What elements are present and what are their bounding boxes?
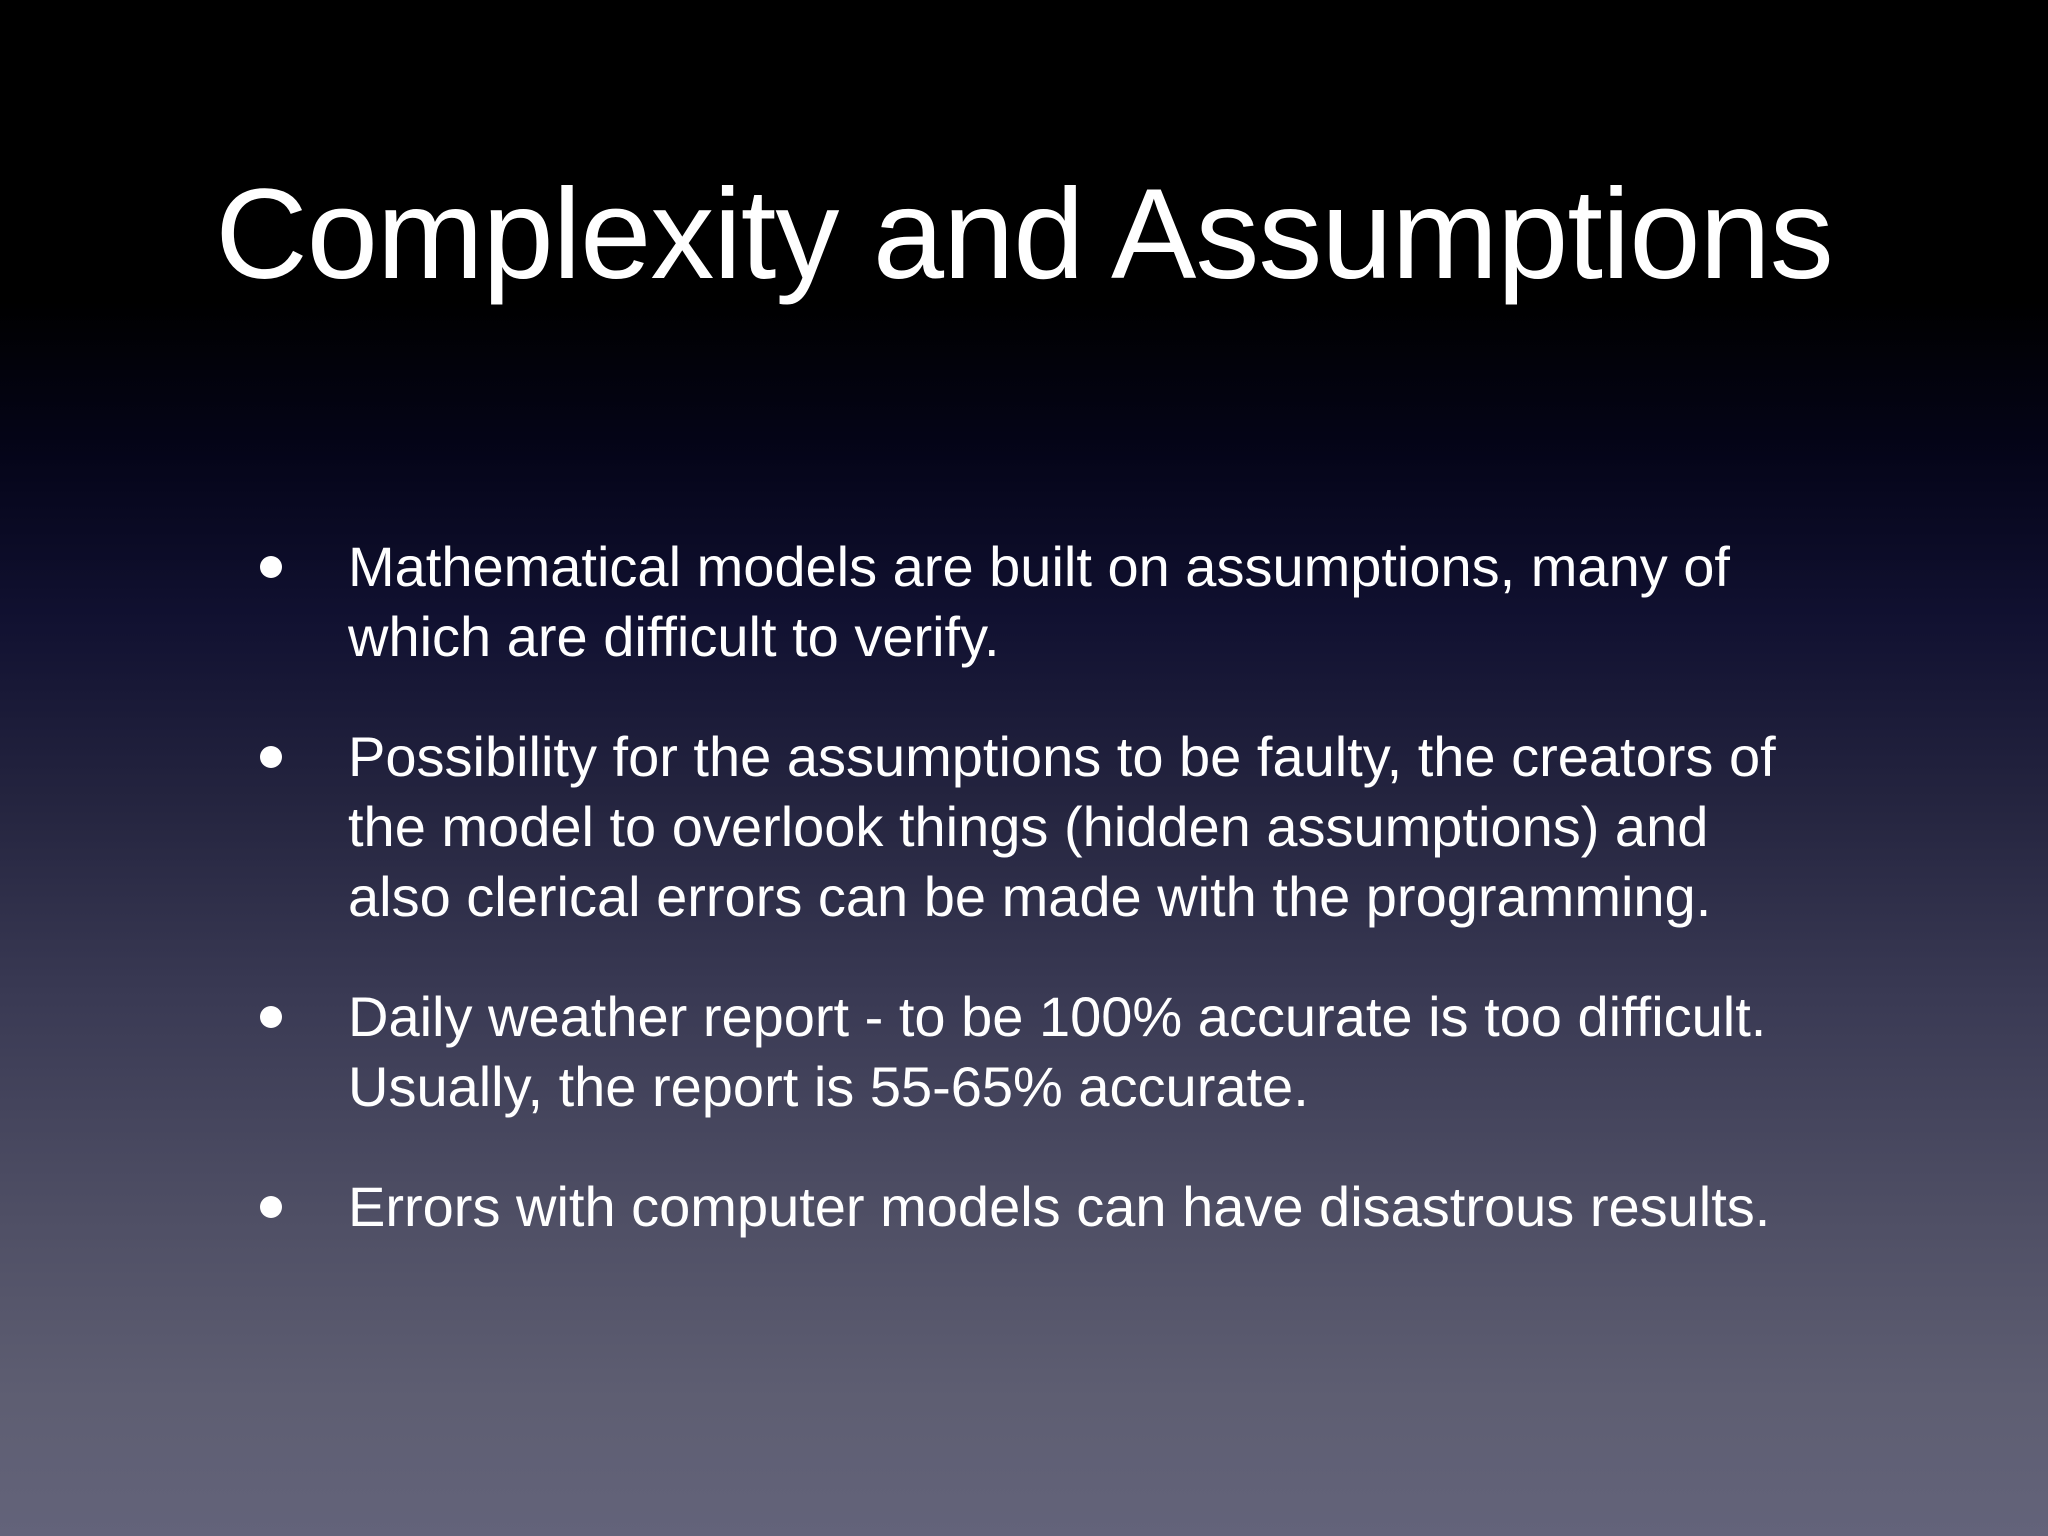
bullet-text-line: the model to overlook things (hidden assumptions) and bbox=[348, 795, 1709, 858]
bullet-item bbox=[256, 722, 1856, 932]
bullet-text-line: Mathematical models are built on assumptions, many of bbox=[348, 535, 1730, 598]
slide-title: Complexity and Assumptions bbox=[215, 163, 1833, 306]
bullet-item bbox=[256, 1172, 1856, 1242]
bullet-dot-icon bbox=[260, 746, 282, 768]
bullet-text-line: Possibility for the assumptions to be faulty, the creators of bbox=[348, 725, 1776, 788]
bullet-item bbox=[256, 532, 1856, 672]
bullet-text-line: which are difficult to verify. bbox=[348, 605, 1000, 668]
bullet-text-line: Errors with computer models can have disastrous results. bbox=[348, 1175, 1771, 1238]
bullet-item bbox=[256, 982, 1856, 1122]
bullet-dot-icon bbox=[260, 556, 282, 578]
bullet-dot-icon bbox=[260, 1196, 282, 1218]
bullet-dot-icon bbox=[260, 1006, 282, 1028]
bullet-text-line: also clerical errors can be made with the programming. bbox=[348, 865, 1712, 928]
bullet-text-line: Usually, the report is 55-65% accurate. bbox=[348, 1055, 1309, 1118]
bullet-list bbox=[256, 532, 1856, 1292]
bullet-text-line: Daily weather report - to be 100% accurate is too difficult. bbox=[348, 985, 1767, 1048]
